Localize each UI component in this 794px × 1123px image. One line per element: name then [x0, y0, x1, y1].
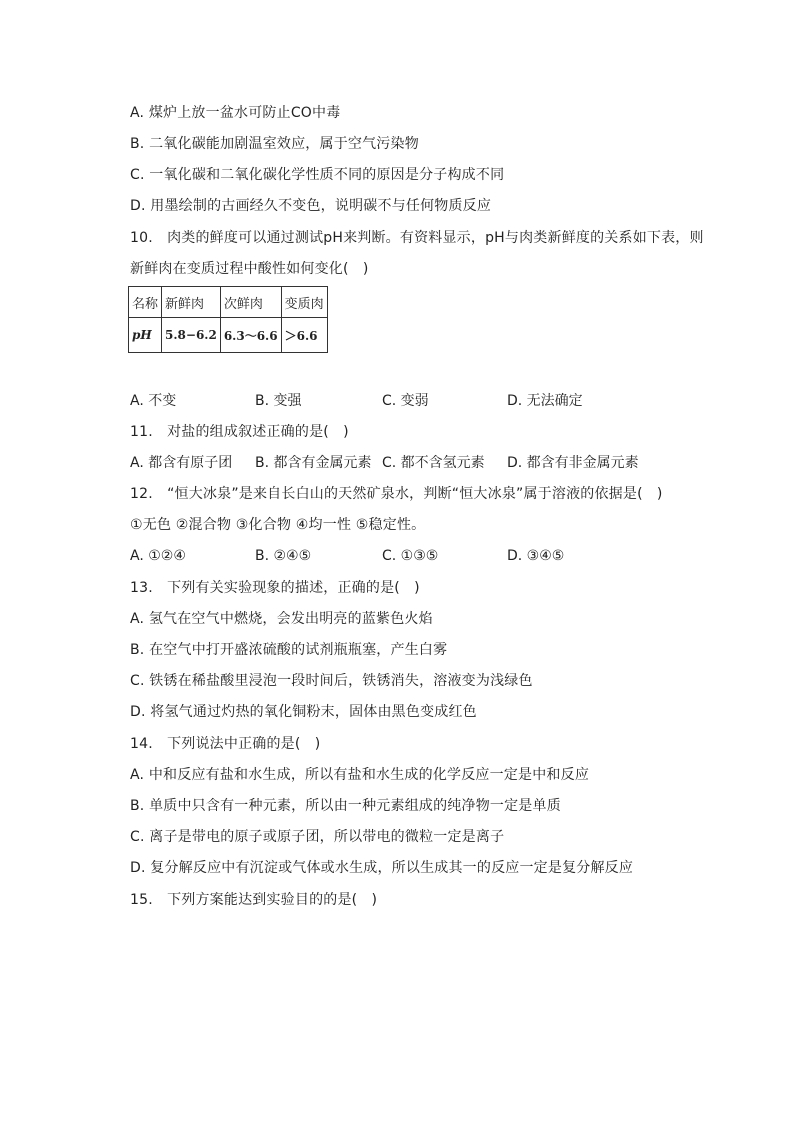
- q10-option-d: D. 无法确定: [507, 393, 583, 409]
- table-cell: 变质肉: [281, 287, 327, 318]
- q9-option-c: C. 一氧化碳和二氧化碳化学性质不同的原因是分子构成不同: [130, 167, 505, 183]
- q10-stem-line2: 新鲜肉在变质过程中酸性如何变化( ): [130, 261, 369, 277]
- q11-option-d: D. 都含有非金属元素: [507, 455, 639, 471]
- q10-option-a: A. 不变: [130, 393, 177, 409]
- q9-option-b: B. 二氧化碳能加剧温室效应，属于空气污染物: [130, 136, 419, 152]
- q15-stem: 15. 下列方案能达到实验目的的是( ): [130, 892, 378, 908]
- table-row: [129, 318, 328, 353]
- q14-option-b: B. 单质中只含有一种元素，所以由一种元素组成的纯净物一定是单质: [130, 798, 561, 814]
- q13-option-d: D. 将氢气通过灼热的氧化铜粉末，固体由黑色变成红色: [130, 704, 477, 720]
- table-cell: 名称: [129, 287, 162, 318]
- q14-stem: 14. 下列说法中正确的是( ): [130, 736, 321, 752]
- q11-option-a: A. 都含有原子团: [130, 455, 233, 471]
- q14-option-d: D. 复分解反应中有沉淀或气体或水生成，所以生成其一的反应一定是复分解反应: [130, 860, 634, 876]
- q12-items: ①无色 ②混合物 ③化合物 ④均一性 ⑤稳定性。: [130, 517, 426, 533]
- q14-option-a: A. 中和反应有盐和水生成，所以有盐和水生成的化学反应一定是中和反应: [130, 767, 590, 783]
- q11-stem: 11. 对盐的组成叙述正确的是( ): [130, 424, 349, 440]
- q13-option-c: C. 铁锈在稀盐酸里浸泡一段时间后，铁锈消失，溶液变为浅绿色: [130, 673, 533, 689]
- q10-option-c: C. 变弱: [382, 393, 429, 409]
- table-cell: ＞6.6: [281, 318, 327, 353]
- table-cell: 新鲜肉: [162, 287, 221, 318]
- q13-option-a: A. 氢气在空气中燃烧，会发出明亮的蓝紫色火焰: [130, 611, 433, 627]
- q12-option-d: D. ③④⑤: [507, 548, 565, 564]
- table-cell: pH: [129, 318, 162, 353]
- q13-option-b: B. 在空气中打开盛浓硫酸的试剂瓶瓶塞，产生白雾: [130, 642, 448, 658]
- q12-option-c: C. ①③⑤: [382, 548, 439, 564]
- q9-option-a: A. 煤炉上放一盆水可防止CO中毒: [130, 105, 341, 121]
- q11-option-b: B. 都含有金属元素: [255, 455, 372, 471]
- table-cell: 5.8−6.2: [162, 318, 221, 353]
- table-header-row: [129, 287, 328, 318]
- q11-option-c: C. 都不含氢元素: [382, 455, 485, 471]
- q10-stem-line1: 10. 肉类的鲜度可以通过测试pH来判断。有资料显示，pH与肉类新鲜度的关系如下表，则: [130, 230, 704, 246]
- q12-option-a: A. ①②④: [130, 548, 186, 564]
- ph-freshness-table: [128, 286, 328, 353]
- q10-option-b: B. 变强: [255, 393, 302, 409]
- q13-stem: 13. 下列有关实验现象的描述，正确的是( ): [130, 580, 420, 596]
- q12-stem: 12. “恒大冰泉”是来自长白山的天然矿泉水，判断“恒大冰泉”属于溶液的依据是( ): [130, 486, 663, 502]
- table-cell: 次鲜肉: [220, 287, 281, 318]
- q14-option-c: C. 离子是带电的原子或原子团，所以带电的微粒一定是离子: [130, 829, 505, 845]
- table-cell: 6.3～6.6: [220, 318, 281, 353]
- q12-option-b: B. ②④⑤: [255, 548, 312, 564]
- q9-option-d: D. 用墨绘制的古画经久不变色，说明碳不与任何物质反应: [130, 198, 492, 214]
